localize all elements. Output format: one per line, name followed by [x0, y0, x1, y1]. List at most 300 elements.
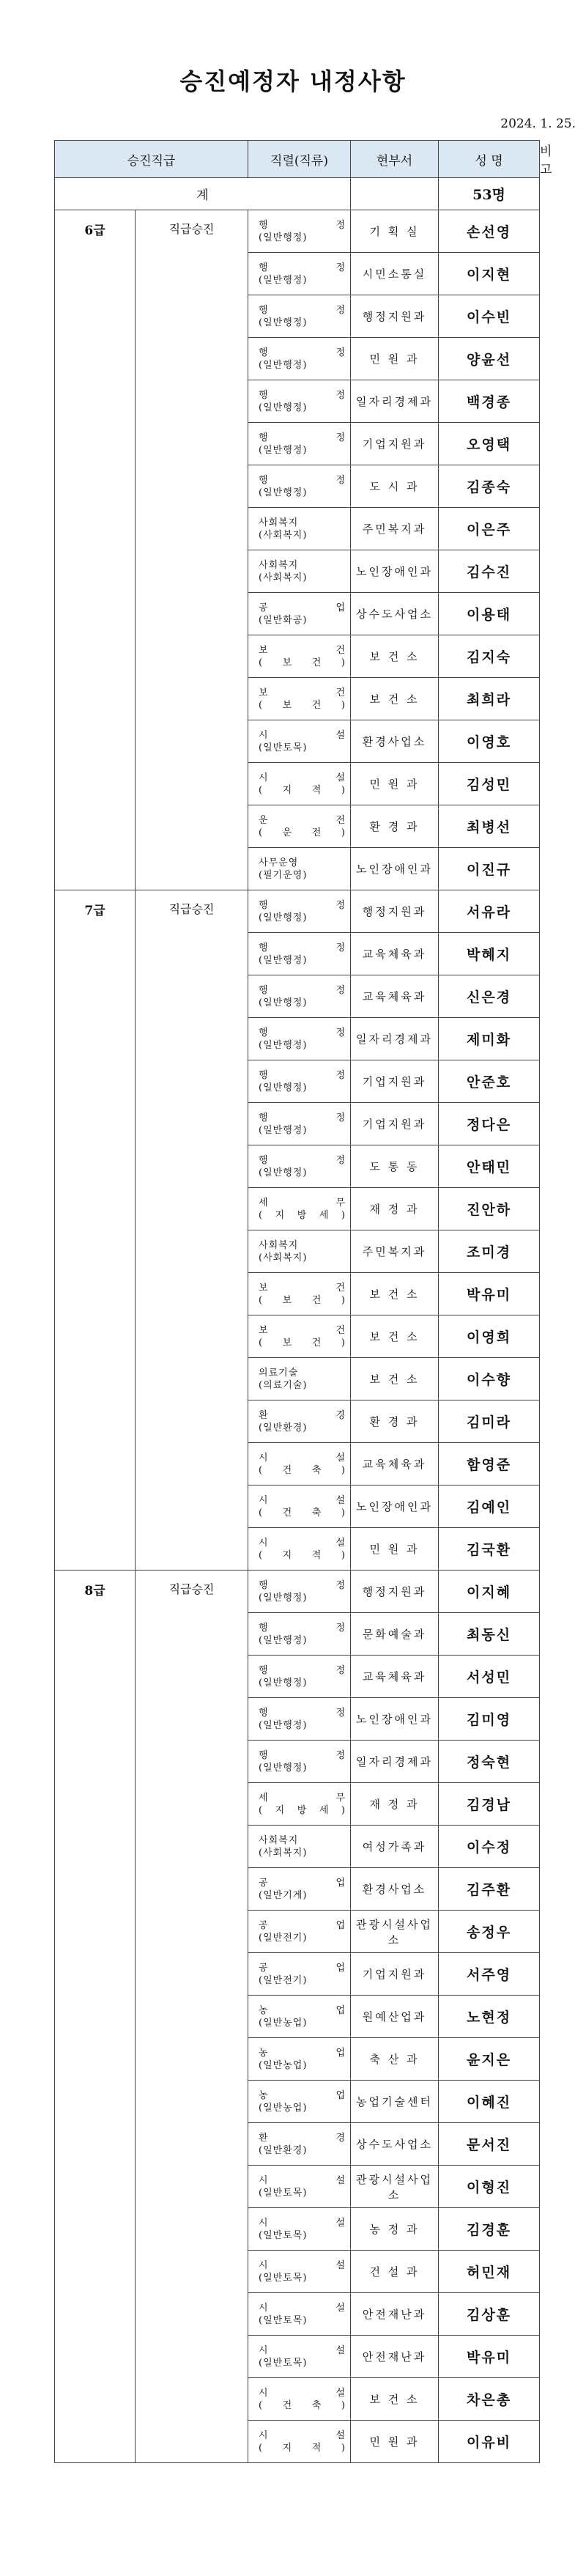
job-series [248, 1409, 350, 1434]
department-cell: 교육체육과 [351, 933, 439, 975]
name-cell: 김종숙 [439, 465, 540, 508]
job-series-sub: (일반행정) [259, 1039, 308, 1051]
job-series-main: 사회복지 [259, 517, 299, 528]
job-series-cell [248, 763, 351, 805]
job-series-cell [248, 1783, 351, 1826]
department-cell: 일자리경제과 [351, 1741, 439, 1783]
name-cell: 이지혜 [439, 1571, 540, 1613]
department-cell: 기업지원과 [351, 1953, 439, 1996]
job-series-main: 행 정 [259, 1069, 346, 1081]
name-cell: 김지숙 [439, 635, 540, 678]
name-cell: 차은총 [439, 2378, 540, 2421]
job-series [248, 559, 350, 584]
department-cell: 관광시설사업소 [351, 2166, 439, 2208]
job-series-sub: ( 보 건 ) [259, 699, 346, 711]
job-series [248, 2089, 350, 2114]
header-job-series: 직렬(직류) [248, 141, 351, 178]
job-series [248, 1579, 350, 1604]
job-series-sub: (일반행정) [259, 317, 308, 328]
department-cell: 교육체육과 [351, 1656, 439, 1698]
department-cell: 농 정 과 [351, 2208, 439, 2251]
job-series-sub: (일반행정) [259, 487, 308, 498]
name-cell: 이진규 [439, 848, 540, 890]
job-series [248, 1282, 350, 1307]
name-cell: 이용태 [439, 593, 540, 635]
job-series-cell [248, 1486, 351, 1528]
name-cell: 이혜진 [439, 2081, 540, 2123]
job-series-main: 행 정 [259, 347, 346, 358]
job-series-sub: ( 건 축 ) [259, 2399, 346, 2411]
job-series-cell [248, 1741, 351, 1783]
job-series-sub: ( 건 축 ) [259, 1507, 346, 1518]
job-series-main: 행 정 [259, 389, 346, 401]
job-series [248, 1154, 350, 1179]
page-title: 승진예정자 내정사항 [179, 67, 407, 95]
name-cell: 박유미 [439, 1273, 540, 1315]
table-body [55, 178, 540, 2463]
job-series [248, 1962, 350, 1987]
department-cell: 도 시 과 [351, 465, 439, 508]
job-series-sub: (일반행정) [259, 912, 308, 923]
job-series-cell [248, 1145, 351, 1188]
department-cell: 일자리경제과 [351, 1018, 439, 1060]
job-series-main: 보 건 [259, 1282, 346, 1293]
job-series-cell [248, 2421, 351, 2463]
job-series-sub: ( 지 적 ) [259, 784, 346, 796]
name-cell: 이수향 [439, 1358, 540, 1400]
job-series-cell [248, 1443, 351, 1486]
total-spacer [351, 178, 439, 210]
name-cell: 이영호 [439, 720, 540, 763]
job-series-cell [248, 423, 351, 465]
name-cell: 송정우 [439, 1911, 540, 1953]
job-series-main: 보 건 [259, 1324, 346, 1336]
department-cell: 기 획 실 [351, 210, 439, 253]
job-series-cell [248, 1868, 351, 1911]
job-series-cell [248, 1826, 351, 1868]
job-series-cell [248, 253, 351, 295]
job-series-sub: (일반화공) [259, 614, 308, 626]
job-series [248, 2004, 350, 2029]
job-series [248, 219, 350, 244]
job-series-main: 시 설 [259, 2217, 346, 2229]
job-series-cell [248, 2038, 351, 2081]
department-cell: 기업지원과 [351, 1103, 439, 1145]
job-series [248, 2259, 350, 2284]
job-series-sub: (일반전기) [259, 1932, 308, 1944]
job-series-sub: (사회복지) [259, 1847, 308, 1859]
job-series [248, 899, 350, 924]
header-department: 현부서 [351, 141, 439, 178]
job-series-sub: (일반행정) [259, 1677, 308, 1689]
name-cell: 김미영 [439, 1698, 540, 1741]
name-cell: 양윤선 [439, 338, 540, 380]
job-series [248, 857, 350, 882]
job-series-cell [248, 890, 351, 933]
job-series-sub: (일반행정) [259, 1634, 308, 1646]
department-cell: 재 정 과 [351, 1188, 439, 1230]
job-series-cell [248, 1018, 351, 1060]
job-series-main: 행 정 [259, 432, 346, 443]
job-series-cell [248, 2293, 351, 2336]
job-series-cell [248, 1060, 351, 1103]
job-series-cell [248, 593, 351, 635]
name-cell: 김예인 [439, 1486, 540, 1528]
job-series-sub: ( 보 건 ) [259, 1294, 346, 1306]
department-cell: 건 설 과 [351, 2251, 439, 2293]
name-cell: 김성민 [439, 763, 540, 805]
name-cell: 최동신 [439, 1613, 540, 1656]
job-series-main: 환 경 [259, 1409, 346, 1421]
promotion-type-cell: 직급승진 [136, 1571, 248, 2463]
job-series-main: 공 업 [259, 602, 346, 613]
job-series-main: 행 정 [259, 1707, 346, 1719]
table-row [55, 1571, 540, 1613]
job-series-cell [248, 295, 351, 338]
department-cell: 상수도사업소 [351, 593, 439, 635]
job-series-cell [248, 1400, 351, 1443]
job-series-main: 행 정 [259, 1112, 346, 1123]
job-series [248, 1622, 350, 1647]
job-series-sub: (일반토목) [259, 742, 308, 753]
job-series-sub: (사회복지) [259, 572, 308, 583]
department-cell: 안전재난과 [351, 2336, 439, 2378]
job-series-sub: (일반환경) [259, 1422, 308, 1433]
department-cell: 관광시설사업소 [351, 1911, 439, 1953]
job-series-main: 의료기술 [259, 1367, 299, 1379]
job-series-cell [248, 1656, 351, 1698]
name-cell: 조미경 [439, 1230, 540, 1273]
job-series [248, 1069, 350, 1094]
name-cell: 김경훈 [439, 2208, 540, 2251]
job-series [248, 262, 350, 287]
department-cell: 환경사업소 [351, 1868, 439, 1911]
name-cell: 박혜지 [439, 933, 540, 975]
promotion-type-cell: 직급승진 [136, 890, 248, 1571]
job-series-cell [248, 933, 351, 975]
job-series-sub: (일반토목) [259, 2229, 308, 2241]
job-series-sub: (일반토목) [259, 2272, 308, 2284]
job-series-main: 행 정 [259, 1027, 346, 1038]
promotion-type-cell: 직급승진 [136, 210, 248, 890]
job-series-main: 시 설 [259, 772, 346, 783]
document-date: 2024. 1. 25. [500, 117, 576, 131]
job-series-cell [248, 1528, 351, 1571]
job-series [248, 729, 350, 754]
grade-cell: 7급 [55, 890, 136, 1571]
job-series-sub: ( 보 건 ) [259, 657, 346, 668]
job-series-cell [248, 1996, 351, 2038]
name-cell: 노현정 [439, 1996, 540, 2038]
job-series-cell [248, 1358, 351, 1400]
job-series-sub: (사회복지) [259, 529, 308, 541]
job-series-cell [248, 2166, 351, 2208]
job-series-sub: (일반행정) [259, 1082, 308, 1093]
job-series [248, 984, 350, 1009]
job-series-main: 시 설 [259, 729, 346, 741]
name-cell: 서성민 [439, 1656, 540, 1698]
job-series [248, 1112, 350, 1137]
job-series-main: 행 정 [259, 984, 346, 996]
job-series [248, 1834, 350, 1859]
department-cell: 보 건 소 [351, 635, 439, 678]
job-series-main: 공 업 [259, 1877, 346, 1889]
department-cell: 축 산 과 [351, 2038, 439, 2081]
job-series [248, 1324, 350, 1349]
job-series [248, 2174, 350, 2199]
name-cell: 정숙현 [439, 1741, 540, 1783]
job-series-sub: (일반행정) [259, 1762, 308, 1774]
job-series-main: 행 정 [259, 942, 346, 953]
job-series [248, 687, 350, 712]
job-series-cell [248, 2081, 351, 2123]
job-series-cell [248, 2336, 351, 2378]
job-series-sub: (일반행정) [259, 274, 308, 286]
department-cell: 일자리경제과 [351, 380, 439, 423]
job-series-main: 사회복지 [259, 1834, 299, 1846]
job-series-sub: (일반행정) [259, 232, 308, 243]
department-cell: 보 건 소 [351, 1358, 439, 1400]
job-series-sub: (일반환경) [259, 2144, 308, 2156]
name-cell: 문서진 [439, 2123, 540, 2166]
job-series [248, 1877, 350, 1902]
total-count: 53명 [439, 178, 540, 210]
job-series-main: 시 설 [259, 1452, 346, 1464]
job-series-cell [248, 1613, 351, 1656]
job-series-sub: (일반토목) [259, 2187, 308, 2199]
table-row [55, 210, 540, 253]
name-cell: 제미화 [439, 1018, 540, 1060]
job-series-cell [248, 1103, 351, 1145]
promotion-table [54, 140, 552, 2463]
department-cell: 여성가족과 [351, 1826, 439, 1868]
department-cell: 민 원 과 [351, 2421, 439, 2463]
job-series-main: 농 업 [259, 2047, 346, 2059]
grade-cell: 6급 [55, 210, 136, 890]
name-cell: 최희라 [439, 678, 540, 720]
name-cell: 김수진 [439, 550, 540, 593]
job-series-main: 시 설 [259, 2344, 346, 2356]
job-series-sub: ( 보 건 ) [259, 1337, 346, 1348]
job-series [248, 1239, 350, 1264]
job-series-cell [248, 848, 351, 890]
job-series-main: 운 전 [259, 814, 346, 826]
department-cell: 노인장애인과 [351, 550, 439, 593]
job-series-cell [248, 338, 351, 380]
job-series-main: 공 업 [259, 1919, 346, 1931]
job-series-cell [248, 1188, 351, 1230]
job-series [248, 1919, 350, 1944]
department-cell: 노인장애인과 [351, 1698, 439, 1741]
job-series-main: 시 설 [259, 1494, 346, 1506]
job-series-sub: (일반행정) [259, 1124, 308, 1136]
job-series-sub: (일반행정) [259, 444, 308, 456]
department-cell: 환 경 과 [351, 805, 439, 848]
department-cell: 주민복지과 [351, 508, 439, 550]
department-cell: 민 원 과 [351, 338, 439, 380]
department-cell: 도 통 동 [351, 1145, 439, 1188]
name-cell: 이수정 [439, 1826, 540, 1868]
job-series-cell [248, 1571, 351, 1613]
name-cell: 박유미 [439, 2336, 540, 2378]
job-series-main: 세 무 [259, 1792, 346, 1804]
job-series-sub: ( 건 축 ) [259, 1464, 346, 1476]
job-series [248, 942, 350, 967]
job-series-main: 시 설 [259, 2429, 346, 2441]
job-series-sub: (일반농업) [259, 2017, 308, 2029]
job-series [248, 1367, 350, 1392]
job-series-cell [248, 550, 351, 593]
job-series-sub: (일반행정) [259, 359, 308, 371]
job-series [248, 2429, 350, 2454]
department-cell: 행정지원과 [351, 295, 439, 338]
job-series-main: 행 정 [259, 304, 346, 316]
job-series-cell [248, 508, 351, 550]
job-series [248, 1749, 350, 1774]
department-cell: 재 정 과 [351, 1783, 439, 1826]
job-series-sub: (일반전기) [259, 1974, 308, 1986]
job-series-sub: ( 운 전 ) [259, 827, 346, 838]
name-cell: 서유라 [439, 890, 540, 933]
job-series-main: 공 업 [259, 1962, 346, 1974]
job-series-cell [248, 975, 351, 1018]
job-series [248, 1027, 350, 1052]
header-name: 성 명 [439, 141, 540, 178]
job-series-sub: ( 지 방 세 ) [259, 1209, 346, 1221]
name-cell: 이수빈 [439, 295, 540, 338]
job-series [248, 2387, 350, 2412]
department-cell: 농업기술센터 [351, 2081, 439, 2123]
job-series-main: 시 설 [259, 2174, 346, 2186]
job-series [248, 517, 350, 542]
name-cell: 진안하 [439, 1188, 540, 1230]
job-series-cell [248, 2123, 351, 2166]
name-cell: 김미라 [439, 1400, 540, 1443]
job-series-sub: (일반토목) [259, 2357, 308, 2369]
job-series [248, 644, 350, 669]
department-cell: 원예산업과 [351, 1996, 439, 2038]
job-series [248, 772, 350, 797]
department-cell: 보 건 소 [351, 1273, 439, 1315]
job-series [248, 304, 350, 329]
job-series-main: 행 정 [259, 1154, 346, 1166]
department-cell: 보 건 소 [351, 1315, 439, 1358]
job-series-cell [248, 1273, 351, 1315]
job-series-sub: (일반행정) [259, 402, 308, 413]
name-cell: 이영희 [439, 1315, 540, 1358]
job-series-main: 사회복지 [259, 1239, 299, 1251]
name-cell: 이은주 [439, 508, 540, 550]
department-cell: 보 건 소 [351, 678, 439, 720]
job-series-main: 보 건 [259, 644, 346, 656]
job-series [248, 1452, 350, 1477]
job-series-main: 행 정 [259, 474, 346, 486]
job-series [248, 1197, 350, 1222]
department-cell: 환경사업소 [351, 720, 439, 763]
name-cell: 손선영 [439, 210, 540, 253]
department-cell: 기업지원과 [351, 423, 439, 465]
department-cell: 주민복지과 [351, 1230, 439, 1273]
name-cell: 안준호 [439, 1060, 540, 1103]
department-cell: 교육체육과 [351, 975, 439, 1018]
table-row [55, 890, 540, 933]
job-series-main: 행 정 [259, 899, 346, 911]
name-cell: 이형진 [439, 2166, 540, 2208]
job-series-sub: (필기운영) [259, 869, 308, 881]
job-series-cell [248, 720, 351, 763]
job-series [248, 347, 350, 372]
job-series-main: 행 정 [259, 219, 346, 231]
job-series-sub: (일반토목) [259, 2314, 308, 2326]
job-series-cell [248, 635, 351, 678]
job-series-sub: (사회복지) [259, 1252, 308, 1263]
job-series-cell [248, 380, 351, 423]
job-series-sub: (의료기술) [259, 1379, 308, 1391]
job-series-main: 시 설 [259, 2387, 346, 2399]
job-series-sub: (일반기계) [259, 1889, 308, 1901]
job-series-cell [248, 1315, 351, 1358]
job-series [248, 1537, 350, 1562]
name-cell: 김주환 [439, 1868, 540, 1911]
job-series-main: 환 경 [259, 2132, 346, 2144]
name-cell: 윤지은 [439, 2038, 540, 2081]
job-series-sub: (일반농업) [259, 2102, 308, 2114]
job-series-main: 행 정 [259, 1664, 346, 1676]
department-cell: 노인장애인과 [351, 848, 439, 890]
job-series [248, 2302, 350, 2327]
job-series-main: 농 업 [259, 2089, 346, 2101]
job-series-cell [248, 1911, 351, 1953]
job-series-cell [248, 1698, 351, 1741]
job-series-sub: ( 지 방 세 ) [259, 1804, 346, 1816]
name-cell: 함영준 [439, 1443, 540, 1486]
job-series-sub: ( 지 적 ) [259, 2442, 346, 2454]
job-series-sub: (일반행정) [259, 1592, 308, 1603]
name-cell: 최병선 [439, 805, 540, 848]
department-cell: 시민소통실 [351, 253, 439, 295]
job-series [248, 2344, 350, 2369]
job-series-sub: (일반행정) [259, 1719, 308, 1731]
job-series-sub: (일반행정) [259, 997, 308, 1008]
name-cell: 김상훈 [439, 2293, 540, 2336]
job-series-cell [248, 1953, 351, 1996]
job-series-sub: (일반행정) [259, 954, 308, 966]
department-cell: 기업지원과 [351, 1060, 439, 1103]
job-series-sub: ( 지 적 ) [259, 1549, 346, 1561]
department-cell: 민 원 과 [351, 1528, 439, 1571]
job-series [248, 602, 350, 627]
job-series-main: 행 정 [259, 1579, 346, 1591]
name-cell: 서주영 [439, 1953, 540, 1996]
job-series [248, 474, 350, 499]
job-series-main: 세 무 [259, 1197, 346, 1208]
name-cell: 김경남 [439, 1783, 540, 1826]
table-header-row: 승진직급 직렬(직류) 현부서 성 명 비고 [55, 141, 540, 178]
job-series [248, 1707, 350, 1732]
department-cell: 문화예술과 [351, 1613, 439, 1656]
grade-cell: 8급 [55, 1571, 136, 2463]
department-cell: 행정지원과 [351, 1571, 439, 1613]
department-cell: 민 원 과 [351, 763, 439, 805]
job-series [248, 2217, 350, 2242]
department-cell: 환 경 과 [351, 1400, 439, 1443]
job-series-main: 시 설 [259, 1537, 346, 1549]
job-series [248, 2047, 350, 2072]
job-series-main: 시 설 [259, 2259, 346, 2271]
job-series [248, 1664, 350, 1689]
name-cell: 백경종 [439, 380, 540, 423]
job-series-main: 행 정 [259, 1749, 346, 1761]
